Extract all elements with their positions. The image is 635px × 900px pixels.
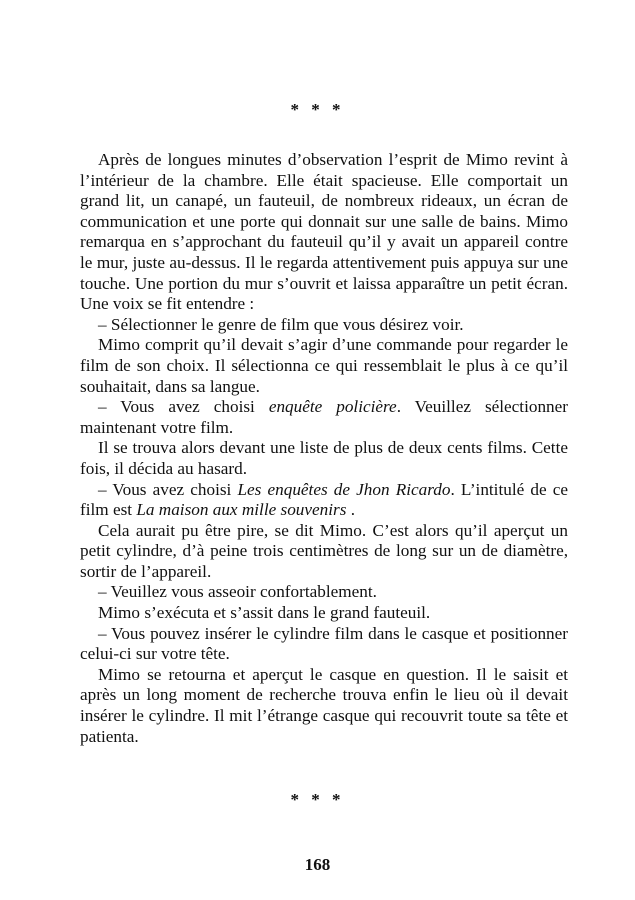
paragraph (80, 582, 568, 603)
paragraph (80, 397, 568, 438)
italic-title: enquête policière (268, 397, 397, 417)
paragraph (80, 315, 568, 336)
italic-title: Les enquêtes de Jhon Ricardo (237, 479, 451, 499)
text-segment: – Vous pouvez insérer le cylindre film dans le casque et positionner celui-ci sur votre tête. (80, 623, 568, 664)
text-segment: . (346, 500, 355, 520)
paragraph (80, 624, 568, 665)
paragraph (80, 603, 568, 624)
text-segment: – Vous avez choisi (98, 397, 269, 417)
text-segment: Mimo s’exécuta et s’assit dans le grand fauteuil. (98, 603, 431, 623)
text-segment: Après de longues minutes d’observation l’esprit de Mimo revint à l’intérieur de la chambre. Elle était spacieuse. Elle comportait un grand lit, un canapé, un fauteuil, de nombreux rideaux, un écran de communication et une porte qui donnait sur une salle de bains. Mimo remarqua en s’approchant du fauteuil qu’il y avait un appareil contre le mur, juste au-dessus. Il le regarda attentivement puis appuya sur une touche. Une portion du mur s’ouvrit et laissa apparaître un petit écran. Une voix se fit entendre : (80, 150, 568, 314)
text-segment: Mimo comprit qu’il devait s’agir d’une commande pour regarder le film de son choix. Il sélectionna ce qui ressemblait le plus à ce qu’il souhaitait, dans sa langue. (80, 335, 568, 396)
paragraph (80, 665, 568, 747)
text-segment: – Sélectionner le genre de film que vous désirez voir. (98, 314, 464, 334)
text-segment: . Veuillez sélectionner maintenant votre film. (80, 397, 568, 437)
page-number: 168 (304, 855, 331, 874)
paragraph (80, 150, 568, 315)
text-segment: . L’intitulé de ce film est (80, 479, 569, 520)
body-text (80, 150, 568, 747)
italic-title: La maison aux mille souvenirs (136, 500, 347, 520)
text-segment: – Veuillez vous asseoir confortablement. (98, 582, 377, 602)
text-segment: Il se trouva alors devant une liste de plus de deux cents films. Cette fois, il décida au hasard. (80, 438, 568, 478)
text-segment: Cela aurait pu être pire, se dit Mimo. C’est alors qu’il aperçut un petit cylindre, d’à peine trois centimètres de long sur un de diamètre, sortir de l’appareil. (80, 520, 568, 581)
text-segment: – Vous avez choisi (98, 479, 238, 499)
text-segment: Mimo se retourna et aperçut le casque en question. Il le saisit et après un long moment de recherche trouva enfin le lieu où il devait insérer le cylindre. Il mit l’étrange casque qui recouvrit toute sa tête et patienta. (80, 664, 568, 746)
paragraph (80, 438, 568, 479)
paragraph (80, 480, 568, 521)
section-separator-top: * * * (290, 100, 345, 119)
paragraph (80, 335, 568, 397)
section-separator-bottom: * * * (290, 790, 345, 809)
paragraph (80, 521, 568, 583)
